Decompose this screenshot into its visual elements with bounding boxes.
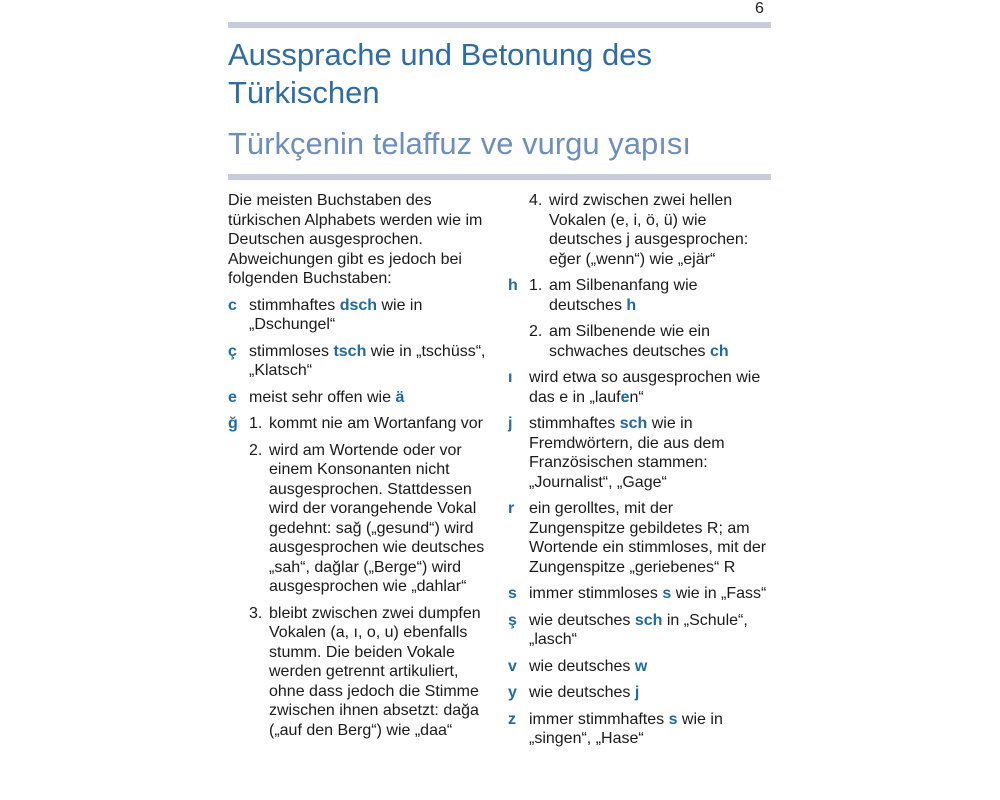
entry-letter: h: [508, 277, 518, 294]
entry-letter: z: [508, 710, 516, 728]
entry-text: stimmhaftes sch wie in Fremdwörtern, die aus dem Französischen stammen: „Journalist“, „Gage“: [529, 415, 725, 491]
right-column: [508, 191, 773, 756]
entry-letter: ç: [228, 342, 237, 360]
entry-letter: j: [508, 415, 513, 432]
entry-letter: ı: [508, 369, 513, 386]
numbered-item: 4. wird zwischen zwei hellen Vokalen (e, i, ö, ü) wie deutsches j ausgesprochen: eğer („wenn“) wie „ejär“: [529, 192, 749, 268]
numbered-item: 2. am Silbenende wie ein schwaches deutsches ch: [529, 323, 729, 360]
numbered-item: 1. kommt nie am Wortanfang vor: [249, 415, 484, 432]
page-title: Aussprache und Betonung des Türkischen: [228, 37, 652, 110]
entry-dotless-i: [508, 368, 773, 407]
entry-text: wie deutsches j: [529, 684, 640, 701]
entry-letter: c: [228, 296, 237, 314]
entry-items: [529, 276, 773, 368]
entry-text: stimmloses tsch wie in „tschüss“, „Klatsch“: [249, 342, 486, 379]
entry-e: [228, 388, 490, 408]
entry-letter: r: [508, 500, 515, 517]
page-number: 6: [755, 0, 764, 17]
entry-items: [249, 414, 490, 747]
entry-s: [508, 584, 773, 604]
entry-z: [508, 710, 773, 749]
entry-text: wie deutsches sch in „Schule“, „lasch“: [529, 611, 748, 648]
section-rule: [228, 174, 771, 180]
entry-text: wird etwa so ausgesprochen wie das e in „laufen“: [529, 369, 761, 406]
left-column: [228, 191, 490, 747]
intro-paragraph: Die meisten Buchstaben des türkischen Alphabets werden wie im Deutschen ausgesprochen. Abweichungen gibt es jedoch bei folgenden Buchstaben:: [228, 192, 483, 287]
entry-text: immer stimmloses s wie in „Fass“: [529, 585, 767, 602]
entry-g-breve: [228, 414, 490, 747]
entry-r: [508, 499, 773, 577]
entry-c: [228, 296, 490, 335]
numbered-item: 3. bleibt zwischen zwei dumpfen Vokalen (a, ı, o, u) ebenfalls stumm. Die beiden Vokale werden getrennt artikuliert, ohne dass jedoch die Stimme zwischen ihnen absetzt: dağa („auf den Berg“) wie „daa“: [249, 604, 481, 739]
entry-letter: ğ: [228, 415, 238, 432]
entry-text: ein gerolltes, mit der Zungenspitze gebildetes R; am Wortende ein stimmloses, mit der Zungenspitze „geriebenes“ R: [529, 500, 767, 576]
entry-letter: y: [508, 684, 517, 701]
top-rule: [228, 22, 771, 28]
entry-c-cedilla: [228, 342, 490, 381]
entry-letter: e: [228, 388, 237, 406]
page-subtitle: Türkçenin telaffuz ve vurgu yapısı: [228, 126, 691, 161]
numbered-item: 2. wird am Wortende oder vor einem Konsonanten nicht ausgesprochen. Stattdessen wird der vorangehende Vokal gedehnt: sağ („gesund“) wird ausgesprochen wie deutsches „sah“, dağlar („Berge“) wird ausgesprochen wie „dahlar“: [249, 441, 485, 595]
entry-v: [508, 657, 773, 677]
entry-text: meist sehr offen wie ä: [249, 388, 405, 406]
entry-j: [508, 414, 773, 492]
entry-text: immer stimmhaftes s wie in „singen“, „Hase“: [529, 710, 723, 747]
entry-y: [508, 683, 773, 703]
entry-h: [508, 276, 773, 368]
entry-text: stimmhaftes dsch wie in „Dschungel“: [249, 296, 423, 333]
entry-text: wie deutsches w: [529, 657, 648, 675]
numbered-item: 1. am Silbenanfang wie deutsches h: [529, 277, 698, 314]
entry-letter: s: [508, 585, 517, 602]
entry-s-cedilla: [508, 611, 773, 650]
entry-letter: v: [508, 657, 517, 675]
entry-letter: ş: [508, 611, 517, 629]
